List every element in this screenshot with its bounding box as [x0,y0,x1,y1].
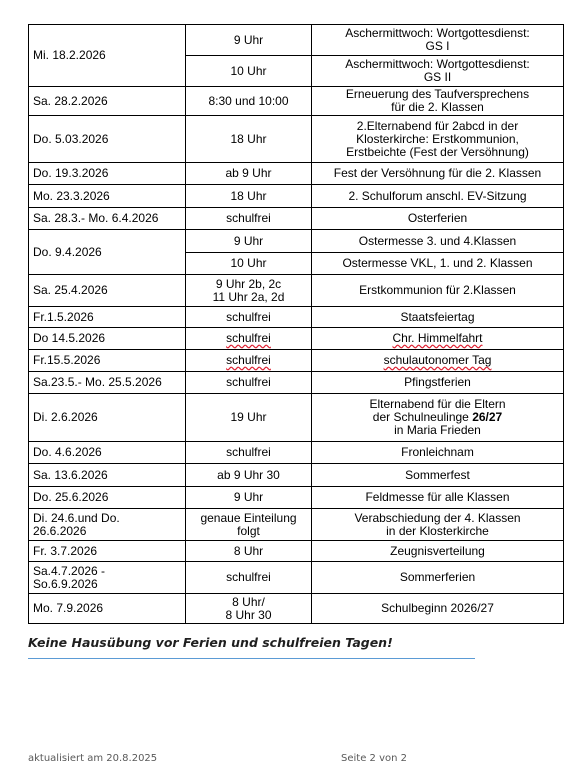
date-cell: Di. 2.6.2026 [29,394,186,442]
table-row [29,25,564,56]
table-row [29,275,564,307]
time-cell [186,328,312,350]
event-cell: Erstkommunion für 2.Klassen [312,275,564,307]
event-cell [312,328,564,350]
date-cell: Do. 19.3.2026 [29,163,186,185]
footer-page-number: Seite 2 von 2 [341,753,407,764]
table-row [29,442,564,464]
homework-note: Keine Hausübung vor Ferien und schulfreien Tagen! [28,635,393,650]
date-cell: Do. 9.4.2026 [29,230,186,275]
table-row [29,594,564,624]
event-cell: Schulbeginn 2026/27 [312,594,564,624]
school-year-emphasis: 26/27 [472,410,503,424]
event-cell: Sommerferien [312,562,564,594]
date-cell: Sa. 28.2.2026 [29,87,186,116]
time-cell: schulfrei [186,442,312,464]
footer-updated: aktualisiert am 20.8.2025 [28,753,158,764]
table-row [29,328,564,350]
event-cell: Aschermittwoch: Wortgottesdienst: GS II [312,56,564,87]
date-cell: Fr. 3.7.2026 [29,541,186,562]
time-cell: schulfrei [186,372,312,394]
time-cell: 18 Uhr [186,185,312,208]
event-cell: Erneuerung des Taufversprechens für die 2. Klassen [312,87,564,116]
table-row [29,230,564,253]
date-cell: Mi. 18.2.2026 [29,25,186,87]
schedule-table [28,24,564,624]
table-row [29,464,564,487]
date-cell: Do. 5.03.2026 [29,116,186,163]
event-cell: Fest der Versöhnung für die 2. Klassen [312,163,564,185]
date-cell: Do. 25.6.2026 [29,487,186,509]
table-row [29,562,564,594]
time-cell: schulfrei [186,562,312,594]
spellcheck-text: schulfrei [226,353,271,367]
time-cell: 9 Uhr 2b, 2c 11 Uhr 2a, 2d [186,275,312,307]
spellcheck-text: schulfrei [226,331,271,345]
table-row [29,487,564,509]
time-cell: 8:30 und 10:00 [186,87,312,116]
time-cell: 18 Uhr [186,116,312,163]
table-row [29,541,564,562]
divider-line [28,658,475,659]
event-cell: Ostermesse 3. und 4.Klassen [312,230,564,253]
table-row [29,307,564,328]
date-cell: Fr.15.5.2026 [29,350,186,372]
time-cell: ab 9 Uhr [186,163,312,185]
table-row [29,87,564,116]
spellcheck-text: schulautonomer Tag [383,353,492,367]
event-cell [312,350,564,372]
date-cell: Fr.1.5.2026 [29,307,186,328]
table-row [29,116,564,163]
event-cell: Elternabend für die Eltern der Schulneulinge 26/27 in Maria Frieden [312,394,564,442]
time-cell: 19 Uhr [186,394,312,442]
time-cell: 10 Uhr [186,56,312,87]
event-line: Aschermittwoch: Wortgottesdienst: GS I [345,26,530,53]
event-cell: Pfingstferien [312,372,564,394]
event-cell: Fronleichnam [312,442,564,464]
date-cell: Di. 24.6.und Do. 26.6.2026 [29,509,186,541]
event-cell: Sommerfest [312,464,564,487]
event-cell: Staatsfeiertag [312,307,564,328]
event-cell: Zeugnisverteilung [312,541,564,562]
event-cell: 2. Schulforum anschl. EV-Sitzung [312,185,564,208]
event-cell: 2.Elternabend für 2abcd in der Klosterkirche: Erstkommunion, Erstbeichte (Fest der Versöhnung) [312,116,564,163]
table-row [29,509,564,541]
date-cell: Sa. 28.3.- Mo. 6.4.2026 [29,208,186,230]
time-cell: 9 Uhr [186,487,312,509]
table-row [29,372,564,394]
table-row [29,394,564,442]
table-row [29,350,564,372]
date-cell: Sa. 13.6.2026 [29,464,186,487]
date-cell: Mo. 23.3.2026 [29,185,186,208]
time-cell: schulfrei [186,307,312,328]
event-cell: Feldmesse für alle Klassen [312,487,564,509]
spellcheck-text: Chr. Himmelfahrt [392,331,483,345]
date-cell: Sa. 25.4.2026 [29,275,186,307]
time-cell [186,350,312,372]
time-cell: ab 9 Uhr 30 [186,464,312,487]
event-cell: Ostermesse VKL, 1. und 2. Klassen [312,253,564,275]
date-cell: Do. 4.6.2026 [29,442,186,464]
date-cell: Sa.4.7.2026 - So.6.9.2026 [29,562,186,594]
date-cell: Do 14.5.2026 [29,328,186,350]
time-cell: 8 Uhr [186,541,312,562]
event-cell: Verabschiedung der 4. Klassen in der Klosterkirche [312,509,564,541]
time-cell: genaue Einteilung folgt [186,509,312,541]
time-cell: schulfrei [186,208,312,230]
event-cell [312,25,564,56]
time-cell: 8 Uhr/ 8 Uhr 30 [186,594,312,624]
time-cell: 9 Uhr [186,25,312,56]
date-cell: Mo. 7.9.2026 [29,594,186,624]
table-row [29,185,564,208]
table-row [29,163,564,185]
time-cell: 10 Uhr [186,253,312,275]
time-cell: 9 Uhr [186,230,312,253]
date-cell: Sa.23.5.- Mo. 25.5.2026 [29,372,186,394]
table-row [29,208,564,230]
event-cell: Osterferien [312,208,564,230]
